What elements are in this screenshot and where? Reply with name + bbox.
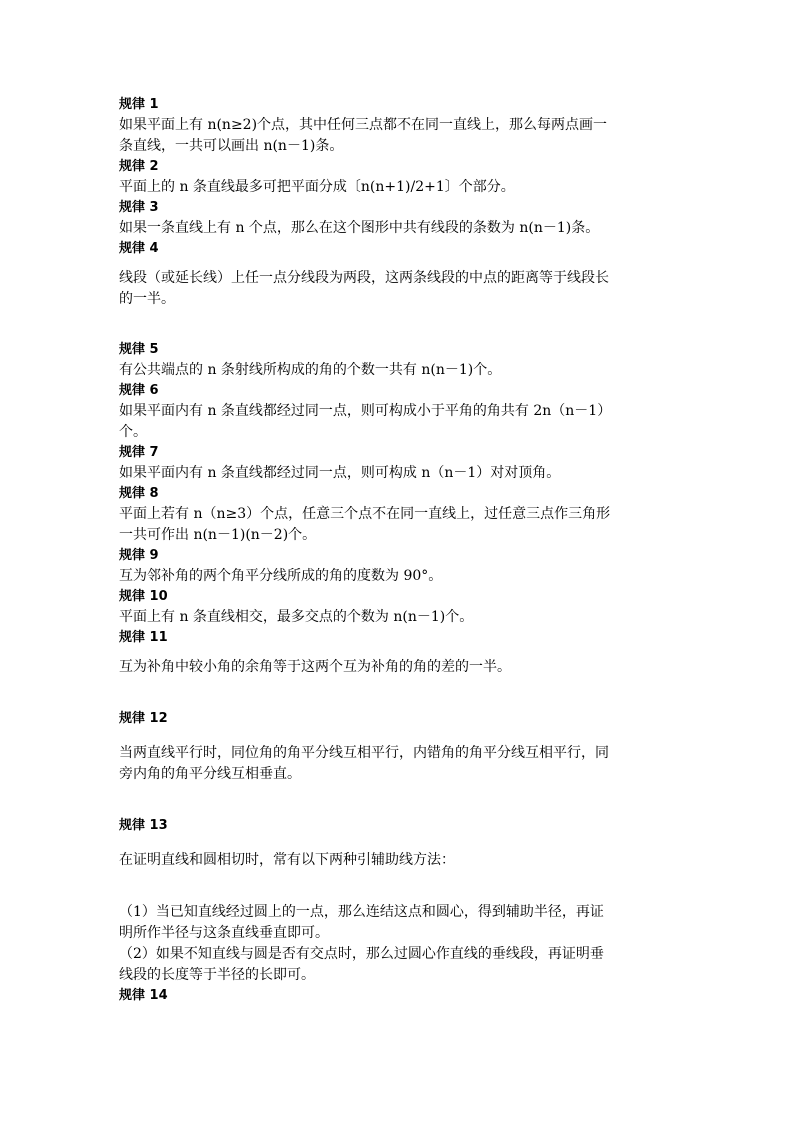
rule-8-text-line: 平面上若有 n（n≥3）个点，任意三个点不在同一直线上，过任意三点作三角形 bbox=[119, 506, 611, 522]
rule-8-heading: 规律 8 bbox=[119, 486, 159, 501]
rule-13-heading: 规律 13 bbox=[119, 818, 168, 833]
rule-6-text-line: 如果平面内有 n 条直线都经过同一点，则可构成小于平角的角共有 2n（n－1） bbox=[119, 403, 612, 419]
rule-12-text-line: 旁内角的角平分线互相垂直。 bbox=[119, 766, 301, 782]
rule-1-text-line: 条直线，一共可以画出 n(n－1)条。 bbox=[119, 138, 344, 154]
rule-7-text-line: 如果平面内有 n 条直线都经过同一点，则可构成 n（n－1）对对顶角。 bbox=[119, 465, 561, 481]
rule-14-heading: 规律 14 bbox=[119, 988, 168, 1003]
rule-1-text-line: 如果平面上有 n(n≥2)个点，其中任何三点都不在同一直线上，那么每两点画一 bbox=[119, 117, 608, 133]
rule-2-text-line: 平面上的 n 条直线最多可把平面分成〔n(n+1)/2+1〕个部分。 bbox=[119, 179, 515, 195]
rule-11-heading: 规律 11 bbox=[119, 630, 168, 645]
rule-5-heading: 规律 5 bbox=[119, 342, 159, 357]
rule-13-method-line: （2）如果不知直线与圆是否有交点时，那么过圆心作直线的垂线段，再证明垂 bbox=[119, 946, 604, 962]
rule-6-text-line: 个。 bbox=[119, 424, 147, 440]
rule-12-text-line: 当两直线平行时，同位角的角平分线互相平行，内错角的角平分线互相平行，同 bbox=[119, 745, 609, 761]
rule-13-method-line: 线段的长度等于半径的长即可。 bbox=[119, 967, 315, 983]
rule-9-heading: 规律 9 bbox=[119, 548, 159, 563]
rule-11-text-line: 互为补角中较小角的余角等于这两个互为补角的角的差的一半。 bbox=[119, 659, 511, 675]
rule-1-heading: 规律 1 bbox=[119, 97, 159, 112]
rule-3-text-line: 如果一条直线上有 n 个点，那么在这个图形中共有线段的条数为 n(n－1)条。 bbox=[119, 220, 600, 236]
rule-6-heading: 规律 6 bbox=[119, 383, 159, 398]
document-page bbox=[119, 95, 679, 1006]
rule-8-text-line: 一共可作出 n(n－1)(n－2)个。 bbox=[119, 527, 317, 543]
rule-7-heading: 规律 7 bbox=[119, 445, 159, 460]
rule-5-text-line: 有公共端点的 n 条射线所构成的角的个数一共有 n(n－1)个。 bbox=[119, 362, 502, 378]
rule-13-method-line: 明所作半径与这条直线垂直即可。 bbox=[119, 925, 329, 941]
rule-4-text-line: 的一半。 bbox=[119, 291, 175, 307]
rule-13-method-line: （1）当已知直线经过圆上的一点，那么连结这点和圆心，得到辅助半径，再证 bbox=[119, 904, 604, 920]
rule-13-text-line: 在证明直线和圆相切时，常有以下两种引辅助线方法： bbox=[119, 852, 455, 868]
rule-3-heading: 规律 3 bbox=[119, 200, 159, 215]
rule-10-heading: 规律 10 bbox=[119, 589, 168, 604]
rule-9-text-line: 互为邻补角的两个角平分线所成的角的度数为 90°。 bbox=[119, 568, 443, 584]
rule-2-heading: 规律 2 bbox=[119, 159, 159, 174]
rule-12-heading: 规律 12 bbox=[119, 711, 168, 726]
rule-4-heading: 规律 4 bbox=[119, 241, 159, 256]
rule-4-text-line: 线段（或延长线）上任一点分线段为两段，这两条线段的中点的距离等于线段长 bbox=[119, 270, 609, 286]
rule-10-text-line: 平面上有 n 条直线相交，最多交点的个数为 n(n－1)个。 bbox=[119, 609, 474, 625]
